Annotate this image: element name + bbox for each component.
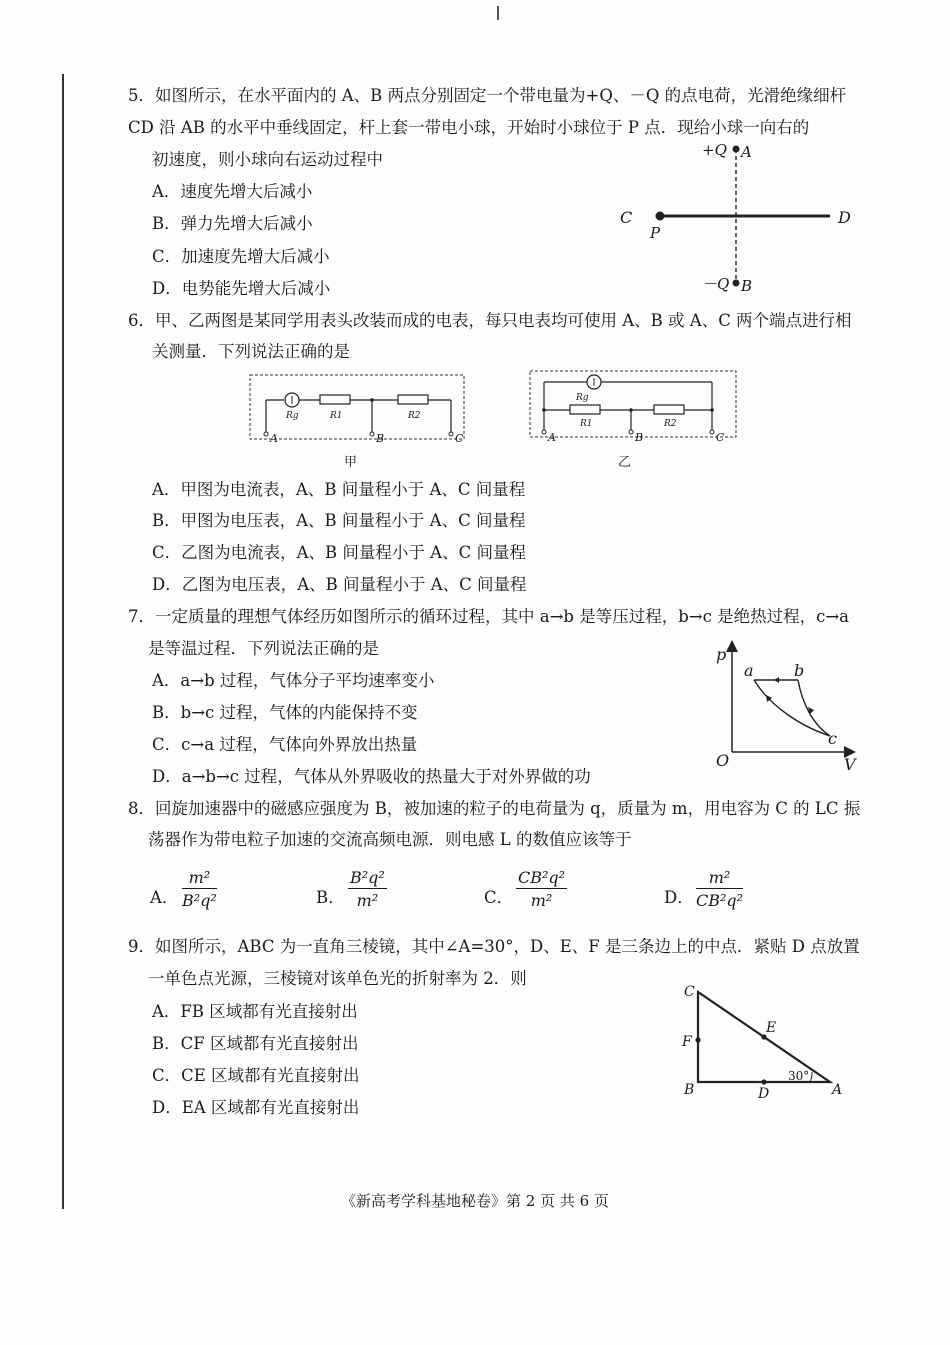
q7-label-o: O xyxy=(716,751,730,770)
q5-line1: 5．如图所示，在水平面内的 A、B 两点分别固定一个带电量为+Q、－Q 的点电荷，光滑绝缘细杆 xyxy=(128,86,847,105)
jia-caption: 甲 xyxy=(344,455,358,470)
q9-option-a: A．FB 区域都有光直接射出 xyxy=(152,1002,358,1021)
yi-label-rg: Rg xyxy=(576,393,589,403)
q5-label-p: P xyxy=(650,224,661,242)
q5-option-c: C．加速度先增大后减小 xyxy=(152,247,330,266)
q5-line3: 初速度，则小球向右运动过程中 xyxy=(152,150,383,169)
q9-label-e: E xyxy=(766,1020,777,1036)
q7-line1: 7．一定质量的理想气体经历如图所示的循环过程，其中 a→b 是等压过程，b→c 是绝热过程，c→a xyxy=(128,607,849,626)
q7-pv-figure xyxy=(710,640,870,775)
q7-option-a: A．a→b 过程，气体分子平均速率变小 xyxy=(152,671,435,690)
q9-prism-figure xyxy=(670,980,850,1105)
q8-option-b-label: B． xyxy=(316,888,345,907)
q7-option-b: B．b→c 过程，气体的内能保持不变 xyxy=(152,703,418,722)
q9-label-f: F xyxy=(682,1034,692,1050)
q5-label-plusq: +Q xyxy=(702,141,727,159)
q5-label-b: B xyxy=(741,277,753,295)
q8-option-a-fraction xyxy=(182,868,217,910)
yi-label-b: B xyxy=(635,431,644,444)
margin-rule xyxy=(62,74,64,1209)
q8-option-a-num: m² xyxy=(182,868,217,889)
q8-option-d-label: D． xyxy=(664,888,694,907)
q9-label-d: D xyxy=(758,1086,770,1102)
yi-label-r2: R2 xyxy=(664,419,677,429)
q6-option-a: A．甲图为电流表，A、B 间量程小于 A、C 间量程 xyxy=(152,480,526,499)
q6-option-d: D．乙图为电压表，A、B 间量程小于 A、C 间量程 xyxy=(152,575,527,594)
q5-line2: CD 沿 AB 的水平中垂线固定，杆上套一带电小球，开始时小球位于 P 点．现给小球一向右的 xyxy=(128,118,810,137)
q5-figure xyxy=(600,135,870,305)
q7-option-d: D．a→b→c 过程，气体从外界吸收的热量大于对外界做的功 xyxy=(152,767,591,786)
q7-label-b: b xyxy=(794,661,805,680)
q8-option-d-num: m² xyxy=(696,868,743,889)
q5-option-a: A．速度先增大后减小 xyxy=(152,182,313,201)
q8-option-c-den: m² xyxy=(530,891,553,910)
q9-line1: 9．如图所示，ABC 为一直角三棱镜，其中∠A=30°，D、E、F 是三条边上的中点．紧贴 D 点放置 xyxy=(128,937,860,956)
q8-option-d-fraction xyxy=(696,868,743,910)
q7-label-a: a xyxy=(744,661,754,680)
q5-label-d: D xyxy=(838,208,851,227)
q9-option-b: B．CF 区域都有光直接射出 xyxy=(152,1034,359,1053)
q6-line1: 6．甲、乙两图是某同学用表头改装而成的电表，每只电表均可使用 A、B 或 A、C 两个端点进行相 xyxy=(128,311,852,330)
q8-option-c-fraction xyxy=(516,868,567,910)
q6-line2: 关测量．下列说法正确的是 xyxy=(152,342,350,361)
q9-label-b: B xyxy=(684,1082,695,1098)
yi-label-a: A xyxy=(548,431,556,444)
q8-option-d-den: CB²q² xyxy=(696,891,744,910)
q6-option-c: C．乙图为电流表，A、B 间量程小于 A、C 间量程 xyxy=(152,543,526,562)
yi-label-r1: R1 xyxy=(580,419,593,429)
q6-figure-jia xyxy=(248,370,468,470)
jia-label-r2: R2 xyxy=(408,411,421,421)
q8-option-c-label: C． xyxy=(484,888,514,907)
q9-line2: 一单色点光源，三棱镜对该单色光的折射率为 2．则 xyxy=(148,969,527,988)
q7-option-c: C．c→a 过程，气体向外界放出热量 xyxy=(152,735,418,754)
page-footer: 《新高考学科基地秘卷》第 2 页 共 6 页 xyxy=(341,1192,609,1210)
q8-option-a-label: A． xyxy=(150,888,179,907)
q8-option-b-num: B²q² xyxy=(350,868,385,887)
q9-option-d: D．EA 区域都有光直接射出 xyxy=(152,1098,360,1117)
q5-label-minusq: －Q xyxy=(702,275,730,293)
q9-label-c: C xyxy=(684,984,695,1000)
q6-figure-yi xyxy=(528,368,743,473)
q8-option-b-den: m² xyxy=(356,891,379,910)
jia-label-a: A xyxy=(270,432,278,445)
q5-option-d: D．电势能先增大后减小 xyxy=(152,279,331,298)
q8-option-a-den: B²q² xyxy=(182,891,217,910)
jia-label-c: C xyxy=(455,432,464,445)
q7-label-p: p xyxy=(716,645,727,664)
yi-label-c: C xyxy=(716,431,725,444)
q8-option-b-fraction xyxy=(348,868,387,910)
q7-line2: 是等温过程．下列说法正确的是 xyxy=(148,639,379,658)
q8-option-c-num: CB²q² xyxy=(518,868,566,887)
top-tick-mark xyxy=(497,6,499,20)
q7-label-v: V xyxy=(844,755,856,774)
q9-label-a: A xyxy=(832,1082,843,1098)
q5-label-c: C xyxy=(620,208,633,227)
jia-label-b: B xyxy=(376,432,385,445)
yi-caption: 乙 xyxy=(618,455,632,470)
q8-line1: 8．回旋加速器中的磁感应强度为 B，被加速的粒子的电荷量为 q，质量为 m，用电容为 C 的 LC 振 xyxy=(128,799,861,818)
q5-label-a: A xyxy=(741,143,752,161)
q5-option-b: B．弹力先增大后减小 xyxy=(152,214,313,233)
q8-line2: 荡器作为带电粒子加速的交流高频电源．则电感 L 的数值应该等于 xyxy=(148,830,632,849)
q9-label-angle: 30° xyxy=(788,1069,810,1083)
jia-label-rg: Rg xyxy=(286,411,299,421)
jia-label-r1: R1 xyxy=(330,411,343,421)
q9-option-c: C．CE 区域都有光直接射出 xyxy=(152,1066,360,1085)
q6-option-b: B．甲图为电压表，A、B 间量程小于 A、C 间量程 xyxy=(152,511,526,530)
q7-label-c: c xyxy=(828,729,837,748)
